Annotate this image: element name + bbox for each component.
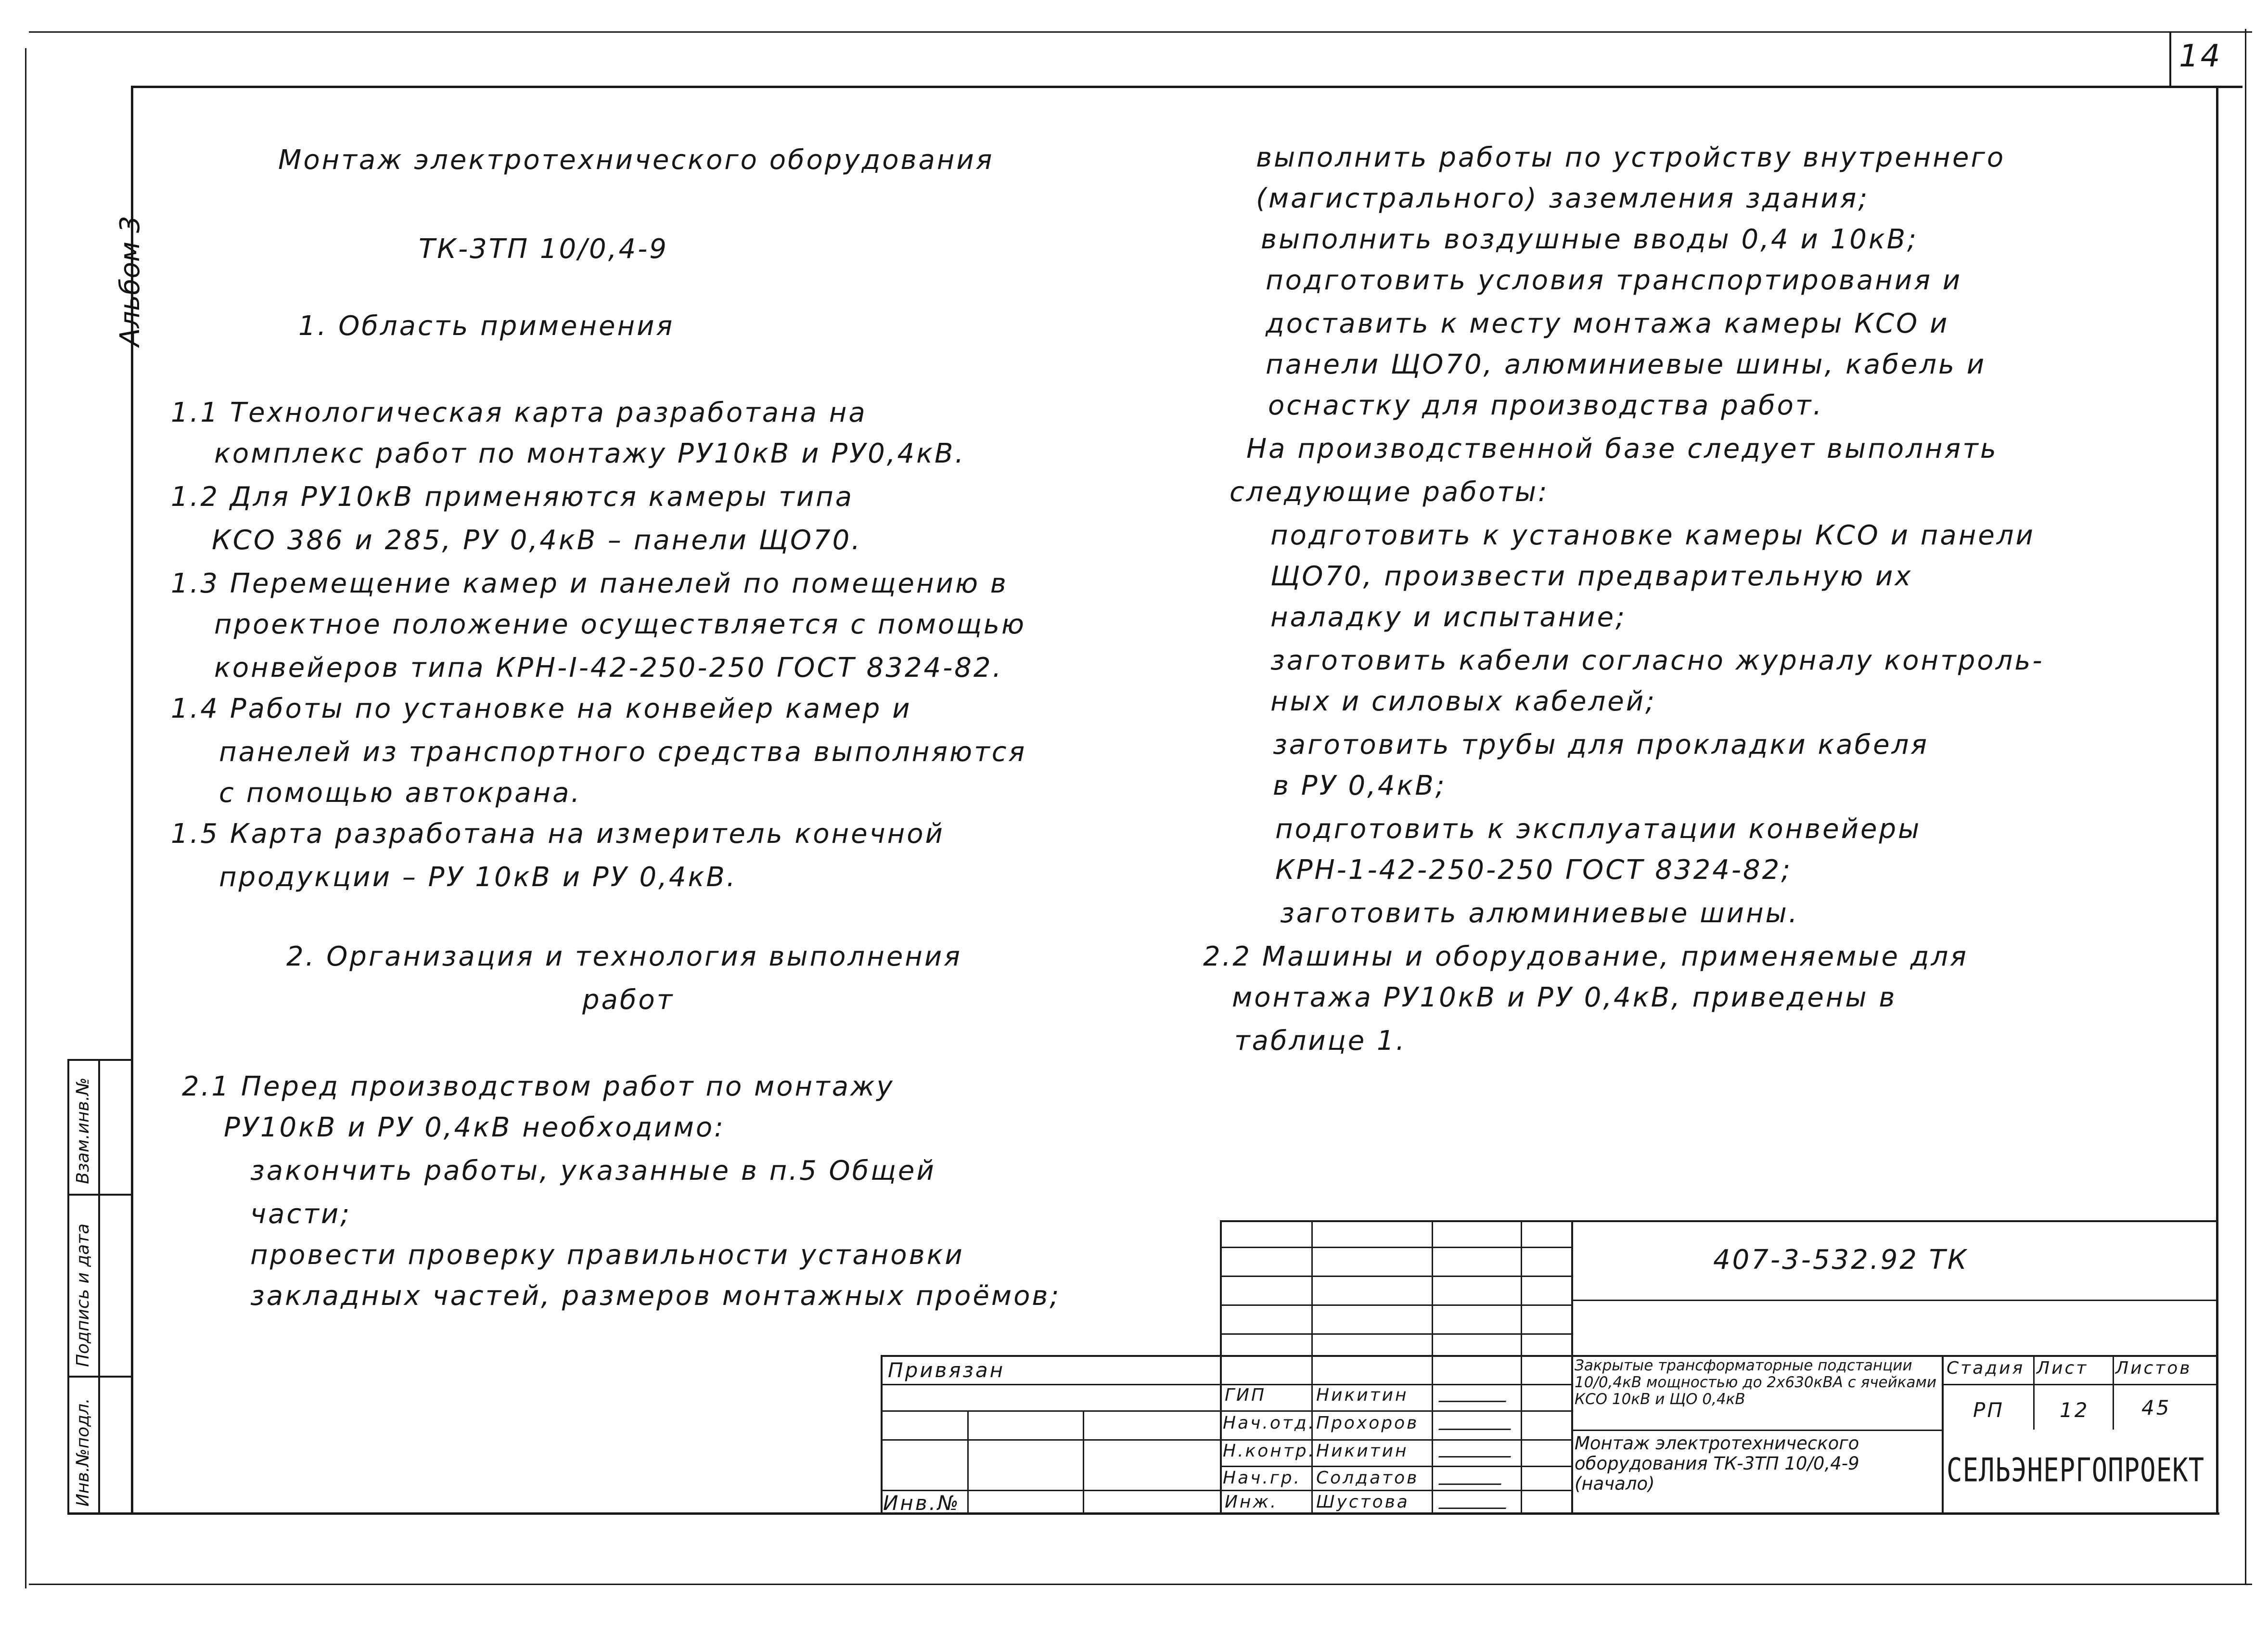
sheet-value: 12: [2060, 1398, 2089, 1422]
role-nach-otd: Нач.отд.: [1223, 1413, 1316, 1433]
outer-frame-right: [2245, 29, 2246, 1584]
right-line: заготовить кабели согласно журналу контроль-: [1270, 645, 2044, 676]
doc-code: ТК-3ТП 10/0,4-9: [419, 233, 668, 265]
name: Никитин: [1316, 1385, 1409, 1405]
left-line: КСО 386 и 285, РУ 0,4кВ – панели ЩО70.: [212, 525, 862, 556]
doc-number: 407-3-532.92 ТК: [1713, 1244, 1969, 1276]
outer-frame-bottom: [29, 1584, 2252, 1585]
tb-h: [881, 1439, 1571, 1441]
right-line: подготовить к установке камеры КСО и панели: [1270, 520, 2035, 551]
album-label: Альбом 3: [115, 216, 146, 347]
left-line-2: провести проверку правильности установки: [250, 1239, 964, 1271]
object-name: Закрытые трансформаторные подстанции 10/0,4кВ мощностью до 2х630кВА с ячейками КСО 10кВ и ЩО 0,4кВ: [1575, 1357, 1937, 1408]
tb-v: [967, 1410, 969, 1514]
tb-v: [1083, 1410, 1084, 1514]
tb-v: [1311, 1220, 1313, 1514]
side-stamp-mid: [98, 1059, 100, 1514]
right-line: заготовить алюминиевые шины.: [1280, 898, 1799, 929]
outer-frame-left: [25, 48, 26, 1588]
right-line: ЩО70, произвести предварительную их: [1270, 561, 1913, 592]
tb-h: [1220, 1304, 1571, 1306]
tb-h: [1571, 1430, 1942, 1431]
left-line-2: части;: [250, 1199, 352, 1230]
right-line: панели ЩО70, алюминиевые шины, кабель и: [1266, 349, 1986, 380]
tb-v: [2033, 1355, 2035, 1430]
tb-h: [1942, 1384, 2218, 1385]
section-2-heading-cont: работ: [582, 984, 675, 1016]
outer-frame-top: [29, 31, 2252, 33]
inv-no-label: Инв.№: [883, 1491, 961, 1515]
right-line: подготовить к эксплуатации конвейеры: [1275, 813, 1922, 845]
corner-box-left: [2169, 31, 2171, 88]
signature: [1438, 1442, 1516, 1457]
name: Солдатов: [1316, 1468, 1419, 1488]
side-stamp-div2: [67, 1376, 133, 1378]
side-stamp-div1: [67, 1194, 133, 1196]
tb-v: [1942, 1355, 1944, 1514]
stage-label: Стадия: [1947, 1358, 2025, 1378]
left-line-2: РУ10кВ и РУ 0,4кВ необходимо:: [224, 1112, 725, 1143]
sheet-label: Лист: [2037, 1358, 2089, 1378]
side-stamp-vzam: Взам.инв.№: [73, 1077, 93, 1184]
side-stamp-podpis: Подпись и дата: [73, 1223, 93, 1367]
left-line: проектное положение осуществляется с помощью: [214, 609, 1026, 640]
tb-h: [1220, 1333, 1571, 1335]
left-line: конвейеров типа КРН-I-42-250-250 ГОСТ 8324-82.: [214, 652, 1003, 684]
side-stamp-inv: Инв.№подл.: [73, 1398, 93, 1507]
left-line: продукции – РУ 10кВ и РУ 0,4кВ.: [219, 862, 737, 893]
right-line: оснастку для производства работ.: [1268, 390, 1824, 421]
sheets-label: Листов: [2115, 1358, 2192, 1378]
left-line-2: 2.1 Перед производством работ по монтажу: [182, 1071, 895, 1102]
tb-h: [1220, 1220, 2218, 1222]
tb-v: [881, 1355, 883, 1514]
sheets-value: 45: [2141, 1396, 2171, 1419]
left-line: 1.5 Карта разработана на измеритель конечной: [171, 818, 945, 850]
inner-frame-top: [131, 86, 2242, 88]
right-line: доставить к месту монтажа камеры КСО и: [1266, 308, 1949, 339]
left-line-2: закончить работы, указанные в п.5 Общей: [250, 1155, 936, 1187]
right-line: монтажа РУ10кВ и РУ 0,4кВ, приведены в: [1232, 982, 1897, 1013]
right-line: выполнить воздушные вводы 0,4 и 10кВ;: [1261, 224, 1918, 255]
right-line: наладку и испытание;: [1270, 602, 1627, 633]
right-line: (магистрального) заземления здания;: [1256, 183, 1870, 214]
right-line: заготовить трубы для прокладки кабеля: [1273, 729, 1929, 761]
corner-page-number: 14: [2179, 39, 2222, 74]
role-gip: ГИП: [1225, 1385, 1267, 1405]
left-line-2: закладных частей, размеров монтажных проёмов;: [250, 1280, 1061, 1312]
tb-h: [1220, 1276, 1571, 1277]
signature: [1438, 1493, 1512, 1509]
role-inzh: Инж.: [1225, 1492, 1278, 1512]
role-nach-gr: Нач.гр.: [1223, 1468, 1302, 1488]
signature: [1438, 1414, 1516, 1430]
privyazan-label: Привязан: [888, 1358, 1005, 1382]
right-line: 2.2 Машины и оборудование, применяемые для: [1203, 941, 1968, 972]
tb-v: [2113, 1355, 2114, 1430]
side-stamp-left: [67, 1059, 69, 1514]
left-line: с помощью автокрана.: [219, 777, 582, 809]
role-n-kontr: Н.контр.: [1223, 1441, 1316, 1461]
sheet-title: Монтаж электротехнического оборудования ТК-3ТП 10/0,4-9 (начало): [1575, 1433, 1859, 1494]
right-line: На производственной базе следует выполнять: [1246, 433, 1998, 464]
right-line: в РУ 0,4кВ;: [1273, 770, 1447, 801]
tb-h: [1220, 1466, 1571, 1467]
right-line: ных и силовых кабелей;: [1270, 686, 1656, 717]
inner-frame-bottom: [67, 1512, 2219, 1515]
right-line: КРН-1-42-250-250 ГОСТ 8324-82;: [1275, 854, 1793, 886]
right-line: таблице 1.: [1234, 1025, 1407, 1057]
tb-v: [1432, 1220, 1433, 1514]
name: Никитин: [1316, 1441, 1409, 1461]
tb-h: [881, 1355, 2218, 1357]
left-line: 1.2 Для РУ10кВ применяются камеры типа: [171, 481, 854, 513]
left-line: 1.3 Перемещение камер и панелей по помещению в: [171, 568, 1008, 599]
stage-value: РП: [1973, 1398, 2004, 1422]
tb-h: [881, 1410, 1571, 1412]
signature: [1438, 1469, 1507, 1485]
tb-h: [1571, 1300, 2218, 1301]
organization-name: СЕЛЬЭНЕРГОПРОЕКТ: [1947, 1451, 2205, 1489]
section-2-heading: 2. Организация и технология выполнения: [286, 941, 962, 972]
left-line: 1.1 Технологическая карта разработана на: [171, 397, 867, 428]
right-line: выполнить работы по устройству внутреннего: [1256, 142, 2006, 173]
signature: [1438, 1386, 1512, 1402]
section-1-heading: 1. Область применения: [298, 310, 675, 342]
name: Шустова: [1316, 1492, 1409, 1512]
tb-v: [1220, 1220, 1222, 1514]
left-line: комплекс работ по монтажу РУ10кВ и РУ0,4кВ.: [214, 438, 966, 469]
tb-v: [1571, 1220, 1573, 1514]
left-line: 1.4 Работы по установке на конвейер камер и: [171, 693, 912, 724]
side-stamp-top: [67, 1059, 133, 1061]
tb-h: [1220, 1247, 1571, 1248]
doc-title: Монтаж электротехнического оборудования: [278, 144, 994, 176]
tb-v: [1521, 1220, 1522, 1514]
left-line: панелей из транспортного средства выполняются: [219, 736, 1027, 768]
name: Прохоров: [1316, 1413, 1419, 1433]
right-line: следующие работы:: [1230, 477, 1549, 508]
tb-h: [881, 1490, 1571, 1491]
right-line: подготовить условия транспортирования и: [1266, 265, 1962, 296]
